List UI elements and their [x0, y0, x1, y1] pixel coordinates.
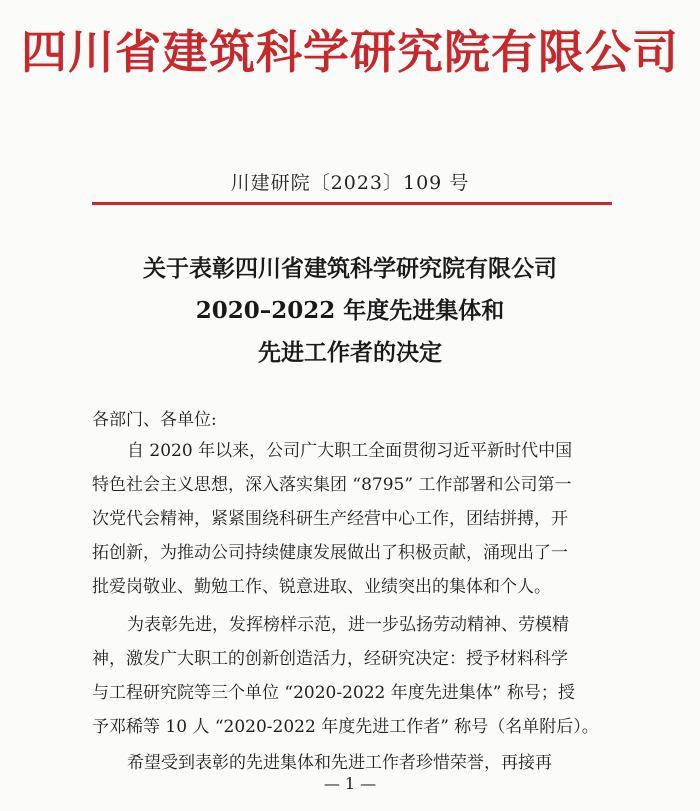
body-line: 为表彰先进，发挥榜样示范，进一步弘扬劳动精神、劳模精	[127, 615, 569, 635]
salutation: 各部门、各单位:	[92, 410, 217, 430]
body-line: 次党代会精神，紧紧围绕科研生产经营中心工作，团结拼搏，开	[92, 509, 568, 529]
body-line: 予邓稀等 10 人 “2020-2022 年度先进工作者” 称号（名单附后）。	[92, 717, 599, 737]
document-title-line-3: 先进工作者的决定	[258, 339, 442, 366]
body-line: 与工程研究院等三个单位 “2020-2022 年度先进集体” 称号；授	[92, 683, 575, 703]
document-title-line-1: 关于表彰四川省建筑科学研究院有限公司	[143, 255, 557, 282]
body-line: 希望受到表彰的先进集体和先进工作者珍惜荣誉，再接再	[127, 753, 552, 773]
body-line: 特色社会主义思想，深入落实集团 “8795” 工作部署和公司第一	[92, 475, 572, 495]
company-letterhead: 四川省建筑科学研究院有限公司	[21, 25, 679, 79]
body-line: 批爱岗敬业、勤勉工作、锐意进取、业绩突出的集体和个人。	[92, 577, 551, 597]
body-line: 拓创新，为推动公司持续健康发展做出了积极贡献，涌现出了一	[92, 543, 568, 563]
body-line: 神，激发广大职工的创新创造活力，经研究决定：授予材料科学	[92, 649, 568, 669]
document-number: 川建研院〔2023〕109 号	[230, 172, 470, 194]
body-line: 自 2020 年以来，公司广大职工全面贯彻习近平新时代中国	[127, 441, 573, 461]
red-divider-line	[92, 202, 612, 205]
page-number: — 1 —	[323, 774, 377, 793]
document-title-line-2: 2020–2022 年度先进集体和	[195, 297, 505, 324]
